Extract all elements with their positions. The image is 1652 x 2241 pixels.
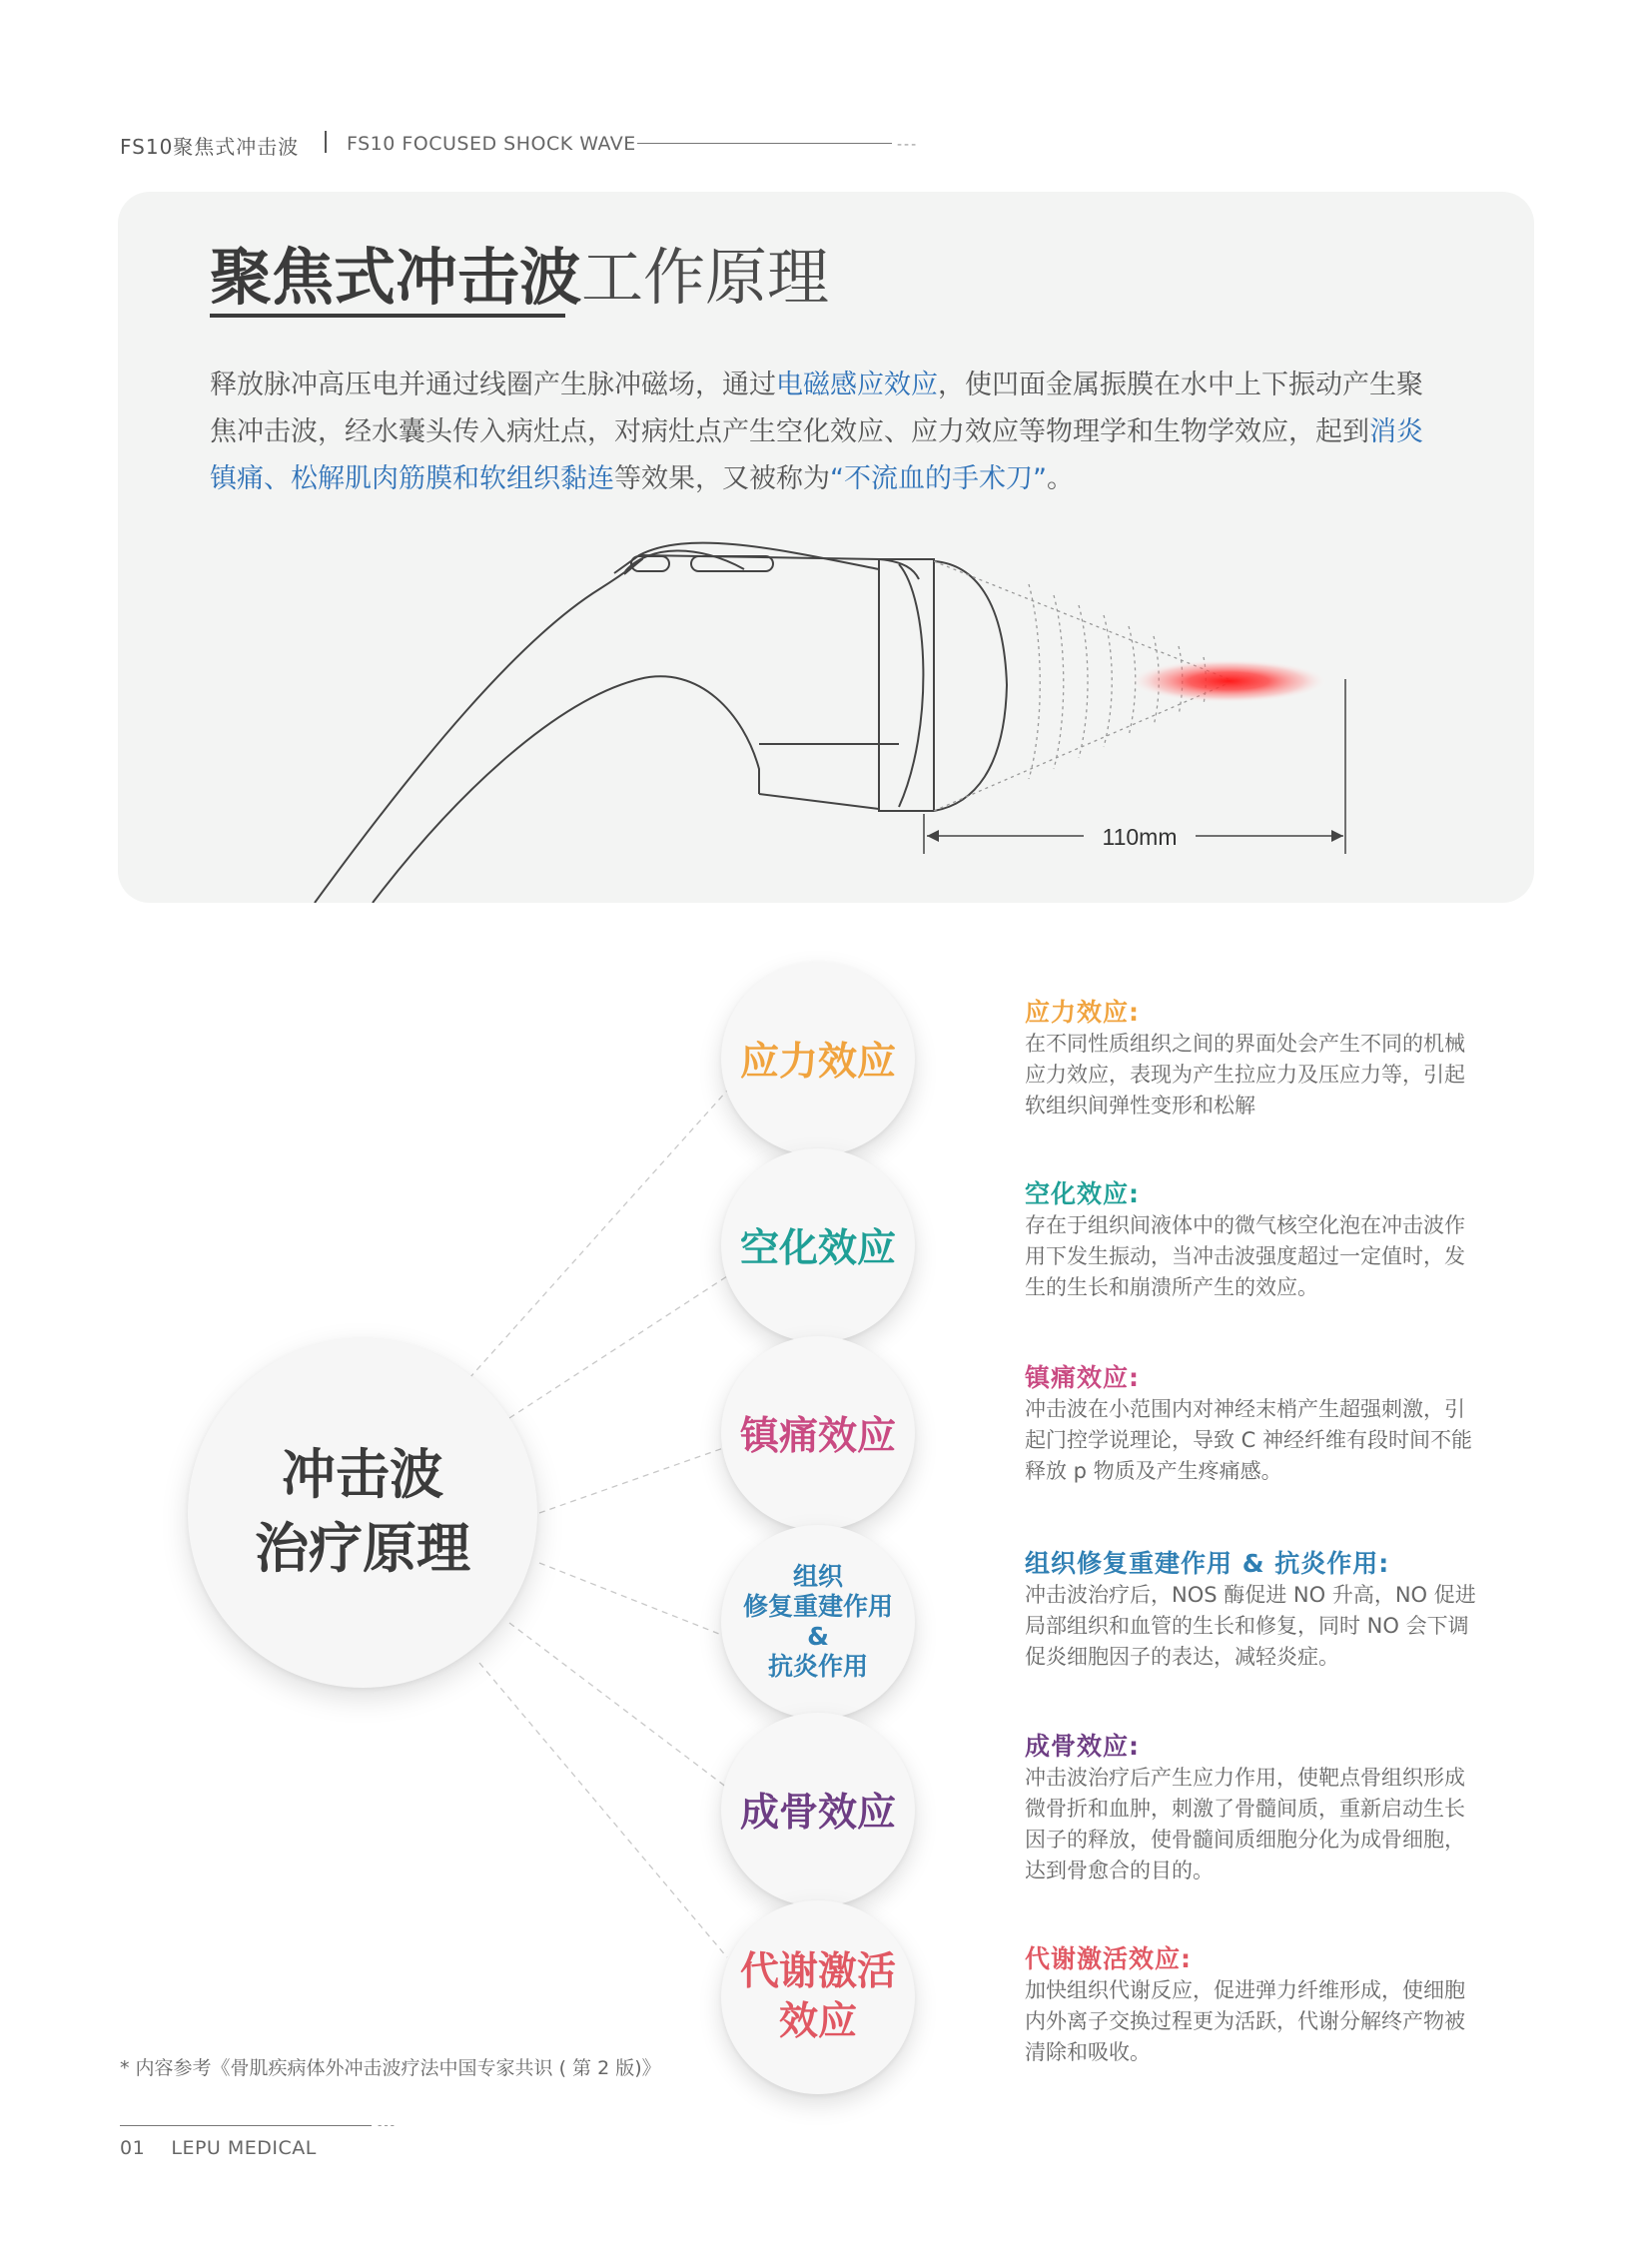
effect-circle-label: 效应 xyxy=(778,1999,857,2044)
effect-circle-stress xyxy=(721,962,915,1155)
effect-desc-title: 应力效应: xyxy=(1025,998,1140,1027)
footer-rule xyxy=(120,2125,372,2126)
effect-circle-label: 修复重建作用 xyxy=(742,1592,893,1621)
effect-circle-cavitation xyxy=(721,1148,915,1342)
effect-desc-analgesic xyxy=(1025,1358,1484,1487)
effect-desc-cavitation xyxy=(1025,1174,1484,1303)
header-product-en: FS10 FOCUSED SHOCK WAVE xyxy=(347,133,636,155)
intro-highlight: 电磁感应效应 xyxy=(776,370,938,400)
intro-text: 等效果，又被称为 xyxy=(614,463,830,494)
effect-desc-body: 冲击波治疗后产生应力作用，使靶点骨组织形成微骨折和血肿，刺激了骨髓间质，重新启动生长因子的释放，使骨髓间质细胞分化为成骨细胞，达到骨愈合的目的。 xyxy=(1025,1766,1465,1882)
effect-desc-body: 存在于组织间液体中的微气核空化泡在冲击波作用下发生振动，当冲击波强度超过一定值时，发生的生长和崩溃所产生的效应。 xyxy=(1025,1213,1465,1299)
page-number: 01 xyxy=(120,2137,146,2159)
effect-desc-title: 空化效应: xyxy=(1025,1179,1140,1208)
header-dash: --- xyxy=(897,137,919,153)
title-bold: 聚焦式冲击波 xyxy=(210,241,582,314)
effect-circle-label: 成骨效应 xyxy=(739,1791,896,1836)
effect-circle-osteogenic xyxy=(721,1713,915,1906)
distance-label: 110mm xyxy=(1102,824,1178,850)
treatment-principle-label xyxy=(188,1438,537,1586)
effect-circle-label: 组织 xyxy=(792,1562,843,1591)
effect-desc-body: 冲击波治疗后，NOS 酶促进 NO 升高，NO 促进局部组织和血管的生长和修复，同时 NO 会下调促炎细胞因子的表达，减轻炎症。 xyxy=(1025,1583,1476,1669)
effect-circle-label: & xyxy=(807,1622,829,1651)
effect-desc-title: 成骨效应: xyxy=(1025,1732,1140,1761)
effect-circle-label: 应力效应 xyxy=(739,1040,896,1085)
effect-desc-osteogenic xyxy=(1025,1727,1484,1886)
effect-circle-analgesic xyxy=(721,1336,915,1530)
intro-text: ，使凹面金属振膜在水中上下振动产生聚焦冲击波，经水囊头传入病灶点，对病灶点产生空化效应、应力效应等物理学和生物学效应，起到 xyxy=(210,370,1423,447)
effect-circle-label: 镇痛效应 xyxy=(739,1414,896,1459)
center-line1: 冲击波 xyxy=(282,1443,443,1506)
effect-circle-repair xyxy=(721,1525,915,1719)
center-line2: 治疗原理 xyxy=(255,1517,470,1580)
effect-desc-repair xyxy=(1025,1544,1484,1673)
effect-desc-body: 冲击波在小范围内对神经末梢产生超强刺激，引起门控学说理论，导致 C 神经纤维有段时间不能释放 p 物质及产生疼痛感。 xyxy=(1025,1397,1473,1483)
effect-circle-label: 抗炎作用 xyxy=(767,1652,868,1681)
effect-desc-title: 组织修复重建作用 & 抗炎作用: xyxy=(1025,1549,1390,1578)
effect-desc-metabolic xyxy=(1025,1939,1484,2068)
effect-desc-stress xyxy=(1025,993,1484,1121)
effect-circle-label: 代谢激活 xyxy=(739,1949,896,1994)
footer-page xyxy=(120,2137,317,2159)
effect-circle-metabolic xyxy=(721,1900,915,2094)
brand-name: LEPU MEDICAL xyxy=(171,2137,317,2159)
effect-desc-title: 代谢激活效应: xyxy=(1025,1944,1192,1973)
effect-desc-body: 加快组织代谢反应，促进弹力纤维形成，使细胞内外离子交换过程更为活跃，代谢分解终产物被清除和吸收。 xyxy=(1025,1978,1465,2064)
header-product-cn: FS10聚焦式冲击波 xyxy=(120,135,300,159)
intro-text: 释放脉冲高压电并通过线圈产生脉冲磁场，通过 xyxy=(210,370,776,400)
intro-text: 。 xyxy=(1046,463,1074,494)
intro-highlight: “不流血的手术刀” xyxy=(830,463,1047,494)
title-light: 工作原理 xyxy=(581,241,830,314)
reference-footnote: * 内容参考《骨肌疾病体外冲击波疗法中国专家共识 ( 第 2 版)》 xyxy=(120,2057,661,2079)
effect-circle-label: 空化效应 xyxy=(739,1226,896,1271)
effect-desc-body: 在不同性质组织之间的界面处会产生不同的机械应力效应，表现为产生拉应力及压应力等，引起软组织间弹性变形和松解 xyxy=(1025,1032,1465,1118)
effect-desc-title: 镇痛效应: xyxy=(1025,1363,1140,1392)
footer-dash: --- xyxy=(378,2118,397,2132)
intro-highlight: 消炎镇痛、松解肌肉筋膜和软组织黏连 xyxy=(210,416,1423,494)
